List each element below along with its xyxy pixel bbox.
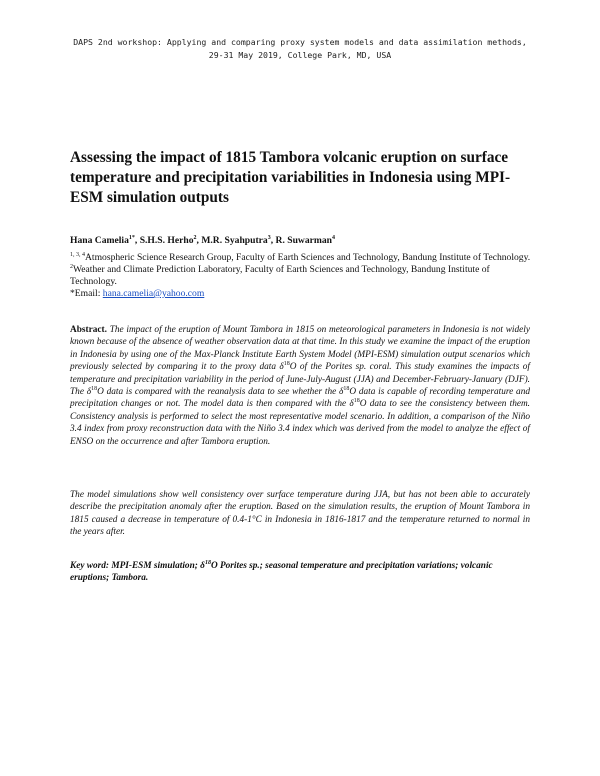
abstract-paragraph-1 (70, 324, 530, 448)
affiliation-1-superscript: 1, 3, 4 (70, 251, 85, 258)
abstract-text: O of the Porites sp. coral. This study examines the impacts of temperature and precipitation variability in the period of June-July-August (JJA) and December-February-January (DJF). The δ (70, 362, 530, 398)
paper-title: Assessing the impact of 1815 Tambora volcanic eruption on surface temperature and precipitation variabilities in Indonesia using MPI-ESM simulation outputs (70, 149, 511, 206)
keywords (70, 560, 530, 585)
isotope-superscript: 18 (91, 385, 98, 392)
workshop-header (60, 36, 540, 62)
abstract-text: O data is capable of recording temperature and precipitation changes or not. The model data is then compared with the δ (70, 387, 530, 410)
author-separator: , (196, 235, 202, 246)
abstract-label: Abstract (70, 325, 105, 335)
keywords-text: O Porites sp.; seasonal temperature and precipitation variations; volcanic eruptions; Tambora. (70, 561, 493, 584)
author-separator: , (134, 235, 140, 246)
author-name: Hana Camelia (70, 235, 129, 246)
author-superscript: 3 (267, 234, 271, 241)
keywords-text: Key word: MPI-ESM simulation; δ (70, 561, 205, 571)
header-line-1: DAPS 2nd workshop: Applying and comparing proxy system models and data assimilation methods, (73, 37, 527, 47)
affiliation-1 (70, 252, 538, 264)
author-name: R. Suwarman (275, 235, 333, 246)
abstract-text: The impact of the eruption of Mount Tambora in 1815 on meteorological parameters in Indonesia is not widely known because of the absence of weather observation data at that time. In this study we examine the impact of the eruption in Indonesia by using one of the Max-Planck Institute Earth System Model (MPI-ESM) simulation output scenarios which previously selected by comparing it to the proxy data δ (70, 325, 530, 373)
header-line-2: 29-31 May 2019, College Park, MD, USA (208, 50, 392, 60)
author-separator: , (270, 235, 276, 246)
author-superscript: 4 (332, 234, 336, 241)
abstract-label-punct: . (104, 325, 110, 335)
isotope-superscript: 18 (353, 398, 360, 405)
isotope-superscript: 18 (283, 361, 290, 368)
email-label: *Email: (70, 288, 103, 299)
email-link[interactable]: hana.camelia@yahoo.com (102, 288, 205, 299)
isotope-superscript: 18 (204, 559, 211, 566)
abstract-paragraph-2: The model simulations show well consistency over surface temperature during JJA, but has not been able to accurately describe the precipitation anomaly after the eruption. Based on the simulation results, the eruption of Mount Tambora in 1815 caused a decrease in temperature of 0.4-1°C in Indonesia in 1816-1817 and the temperature returned to normal in the years after. (70, 490, 530, 538)
affiliation-1-text: Atmospheric Science Research Group, Faculty of Earth Sciences and Technology, Bandung Institute of Technology. (85, 252, 531, 263)
affiliation-2-superscript: 2 (70, 263, 73, 270)
affiliation-2 (70, 264, 538, 288)
affiliations (70, 252, 538, 300)
author-superscript: 2 (193, 234, 197, 241)
abstract-text: O data is compared with the reanalysis data to see whether the δ (97, 387, 344, 398)
isotope-superscript: 18 (343, 385, 350, 392)
author-name: S.H.S. Herho (139, 235, 194, 246)
author-list (70, 235, 540, 247)
abstract-text: O data to see the consistency between them. Consistency analysis is performed to select the most representative model scenario. In addition, a comparison of the Niño 3.4 index from proxy reconstruction data with the Niño 3.4 index which was derived from the model to analyze the effect of ENSO on the occurrence and after Tambora eruption. (70, 399, 531, 447)
author-superscript: 1* (128, 234, 135, 241)
corresponding-email (70, 288, 538, 300)
affiliation-2-text: Weather and Climate Prediction Laboratory, Faculty of Earth Sciences and Technology, Bandung Institute of Technology. (70, 264, 490, 287)
author-name: M.R. Syahputra (201, 235, 268, 246)
